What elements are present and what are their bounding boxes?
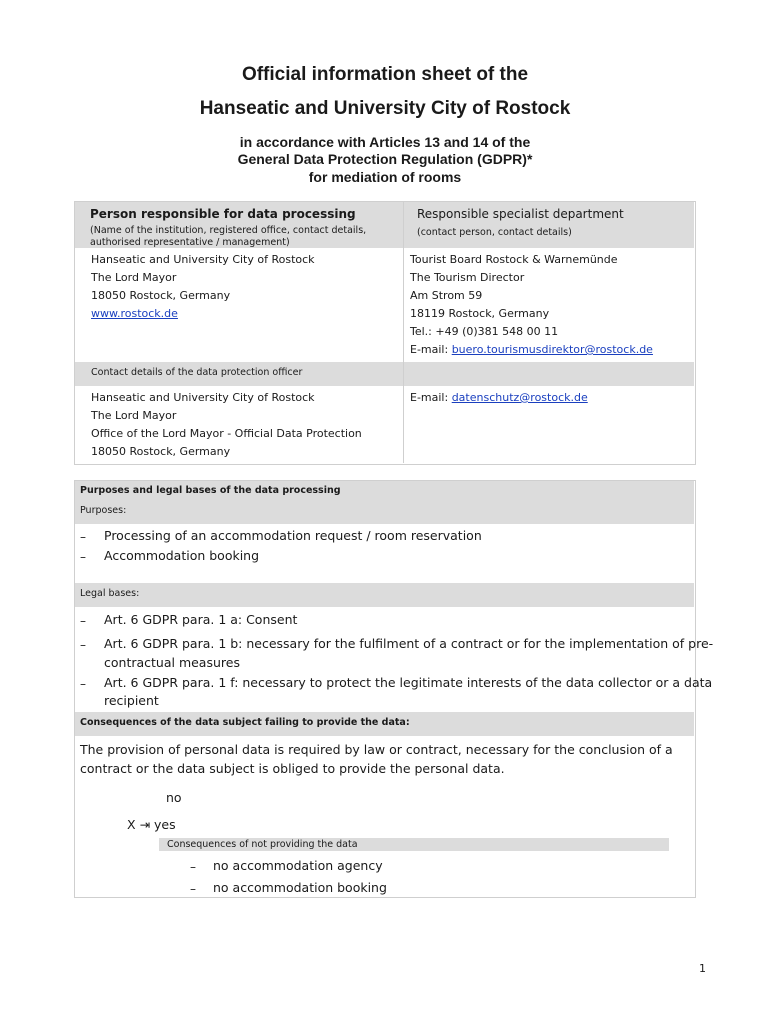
dpo-line-4: 18050 Rostock, Germany	[91, 445, 231, 458]
tourism-email-link[interactable]: buero.tourismusdirektor@rostock.de	[451, 343, 653, 356]
option-yes: yes	[154, 817, 176, 832]
left-line-1: Hanseatic and University City of Rostock	[91, 253, 315, 266]
provision-line-2: contract or the data subject is obliged to provide the personal data.	[80, 761, 505, 776]
right-line-2: The Tourism Director	[410, 271, 525, 284]
page-number: 1	[699, 962, 706, 975]
not-providing-label: Consequences of not providing the data	[167, 839, 358, 850]
subtitle-line1: in accordance with Articles 13 and 14 of the	[239, 134, 531, 150]
legal-basis-2a: Art. 6 GDPR para. 1 b: necessary for the fulfilment of a contract or for the implementation of pre-	[104, 636, 714, 651]
column-divider	[403, 202, 404, 463]
legal-label: Legal bases:	[80, 588, 140, 599]
legal-basis-1: Art. 6 GDPR para. 1 a: Consent	[104, 612, 298, 627]
purpose-2: Accommodation booking	[104, 548, 260, 563]
right-header-note: (contact person, contact details)	[417, 227, 572, 238]
not-providing-1: no accommodation agency	[213, 858, 383, 873]
consequences-header: Consequences of the data subject failing to provide the data:	[80, 717, 410, 728]
dpo-email-row	[410, 391, 588, 405]
left-line-3: 18050 Rostock, Germany	[91, 289, 231, 302]
legal-basis-2b: contractual measures	[104, 655, 240, 670]
email-label: E-mail:	[410, 343, 452, 356]
dpo-header: Contact details of the data protection officer	[91, 367, 303, 378]
purposes-label: Purposes:	[80, 505, 127, 516]
legal-basis-3a: Art. 6 GDPR para. 1 f: necessary to protect the legitimate interests of the data collector or a data	[104, 675, 713, 690]
dash: –	[80, 614, 86, 628]
not-providing-2: no accommodation booking	[213, 880, 387, 895]
dash: –	[80, 638, 86, 652]
option-no: no	[166, 790, 182, 805]
subtitle-line3: for mediation of rooms	[308, 169, 462, 185]
right-line-4: 18119 Rostock, Germany	[410, 307, 550, 320]
dpo-email-link[interactable]: datenschutz@rostock.de	[451, 391, 588, 404]
left-header: Person responsible for data processing	[90, 207, 356, 221]
page-title-line2: Hanseatic and University City of Rostock	[199, 98, 571, 119]
right-line-3: Am Strom 59	[410, 289, 483, 302]
legal-basis-3b: recipient	[104, 693, 159, 708]
dash: –	[190, 882, 196, 896]
left-line-2: The Lord Mayor	[91, 271, 177, 284]
dash: –	[190, 860, 196, 874]
left-header-note1: (Name of the institution, registered office, contact details,	[90, 225, 367, 236]
left-header-note2: authorised representative / management)	[90, 237, 290, 248]
right-email-row	[410, 343, 653, 357]
arrow-icon: ⇥	[139, 817, 151, 832]
page-title-line1: Official information sheet of the	[241, 64, 529, 85]
dpo-line-3: Office of the Lord Mayor - Official Data Protection	[91, 427, 362, 440]
email-label: E-mail:	[410, 391, 452, 404]
right-header: Responsible specialist department	[417, 207, 624, 221]
provision-line-1: The provision of personal data is required by law or contract, necessary for the conclusion of a	[80, 742, 673, 757]
dash: –	[80, 550, 86, 564]
dpo-line-1: Hanseatic and University City of Rostock	[91, 391, 315, 404]
option-yes-row	[127, 817, 176, 833]
purposes-section-header: Purposes and legal bases of the data processing	[80, 485, 341, 496]
right-line-5: Tel.: +49 (0)381 548 00 11	[410, 325, 559, 338]
dash: –	[80, 677, 86, 691]
purpose-1: Processing of an accommodation request / room reservation	[104, 528, 482, 543]
dash: –	[80, 530, 86, 544]
legal-header-bg	[75, 583, 694, 607]
subtitle-line2: General Data Protection Regulation (GDPR)*	[237, 151, 533, 167]
right-line-1: Tourist Board Rostock & Warnemünde	[410, 253, 618, 266]
checkbox-mark: X	[127, 817, 136, 832]
website-link[interactable]: www.rostock.de	[91, 307, 178, 320]
dpo-line-2: The Lord Mayor	[91, 409, 177, 422]
